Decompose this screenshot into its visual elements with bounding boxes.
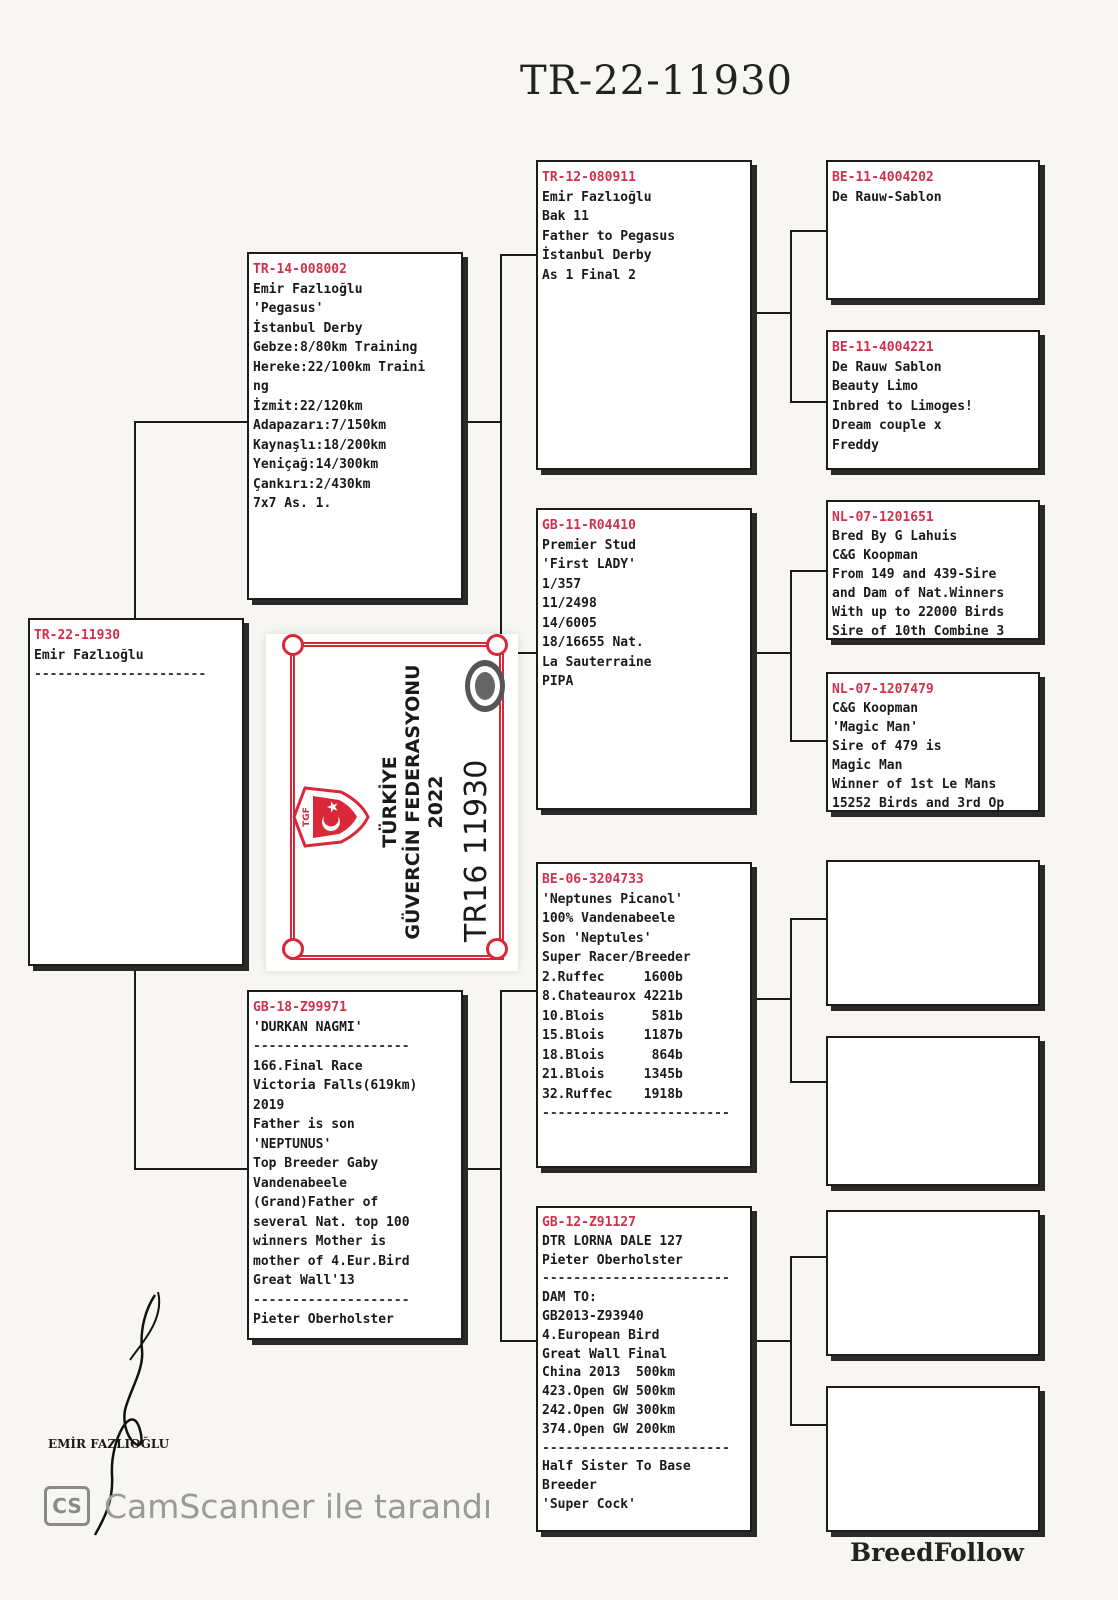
pedigree-line: 8.Chateaurox 4221b <box>542 989 683 1004</box>
certificate-year: 2022 <box>425 775 447 829</box>
pedigree-line: DTR LORNA DALE 127 <box>542 1233 683 1249</box>
pedigree-line: Hereke:22/100km Traini <box>253 359 426 375</box>
sire-dam-card <box>536 508 752 810</box>
ring-number: GB-12-Z91127 <box>542 1215 636 1230</box>
camscanner-watermark <box>44 1486 492 1526</box>
pedigree-line: Half Sister To Base <box>542 1459 691 1475</box>
sire-sire-card <box>536 160 752 470</box>
divider: -------------------- <box>253 1292 410 1308</box>
sire-dam-dam-card <box>826 672 1040 812</box>
pedigree-line: From 149 and 439-Sire <box>832 567 997 582</box>
pedigree-line: 'Pegasus' <box>253 301 324 316</box>
pedigree-line: China 2013 500km <box>542 1365 676 1381</box>
pedigree-line: Freddy <box>832 437 879 453</box>
pedigree-line: Sire of 479 is <box>832 739 942 754</box>
pedigree-line: Super Racer/Breeder <box>542 950 691 965</box>
pedigree-line: Bred By G Lahuis <box>832 529 958 544</box>
pedigree-line: 242.Open GW 300km <box>542 1402 676 1418</box>
signature-name: EMİR FAZLIOĞLU <box>48 1437 170 1451</box>
ring-number: NL-07-1201651 <box>832 510 934 525</box>
pedigree-line: and Dam of Nat.Winners <box>832 586 1005 601</box>
pedigree-line: With up to 22000 Birds <box>832 605 1005 620</box>
pedigree-line: Adapazarı:7/150km <box>253 418 387 433</box>
pedigree-line: ng <box>253 379 269 394</box>
pedigree-line: 15252 Birds and 3rd Op <box>832 796 1005 811</box>
pedigree-line: As 1 Final 2 <box>542 267 636 283</box>
certificate-ring-number: TR16 11930 <box>459 759 494 942</box>
pedigree-line: GB2013-Z93940 <box>542 1308 644 1324</box>
pedigree-line: 2019 <box>253 1097 285 1113</box>
pedigree-line: Great Wall'13 <box>253 1273 355 1288</box>
pedigree-line: 'DURKAN NAGMI' <box>253 1019 363 1035</box>
pedigree-line: winners Mother is <box>253 1234 387 1249</box>
ring-number: TR-22-11930 <box>34 628 121 643</box>
pedigree-line: 'Super Cock' <box>542 1496 636 1512</box>
camscanner-logo-icon: CS <box>44 1486 90 1526</box>
pedigree-line: 'NEPTUNUS' <box>253 1136 332 1152</box>
subject-card <box>28 618 244 966</box>
pedigree-line: Emir Fazlıoğlu <box>253 281 363 297</box>
ring-number: BE-11-4004221 <box>832 340 934 355</box>
sire-sire-dam-card <box>826 330 1040 470</box>
sire-card <box>247 252 463 600</box>
pedigree-line: DAM TO: <box>542 1290 597 1306</box>
pedigree-line: Gebze:8/80km Training <box>253 340 418 355</box>
certificate-content <box>287 652 497 952</box>
pedigree-line: 21.Blois 1345b <box>542 1067 683 1082</box>
pedigree-line: Çankırı:2/430km <box>253 476 371 492</box>
pedigree-line: (Grand)Father of <box>253 1195 379 1210</box>
pedigree-line: Breeder <box>542 1478 597 1494</box>
divider: ------------------------ <box>542 1271 730 1287</box>
divider: -------------------- <box>253 1039 410 1054</box>
pedigree-line: Inbred to Limoges! <box>832 398 973 414</box>
ring-number: TR-12-080911 <box>542 170 636 185</box>
pedigree-line: C&G Koopman <box>832 701 919 716</box>
pedigree-line: 7x7 As. 1. <box>253 496 332 511</box>
pedigree-line: Top Breeder Gaby <box>253 1156 379 1171</box>
pedigree-title: TR-22-11930 <box>520 58 793 104</box>
pedigree-line: Beauty Limo <box>832 379 919 394</box>
pedigree-line: Premier Stud <box>542 537 636 553</box>
pedigree-line: Son 'Neptules' <box>542 930 652 946</box>
dam-dam-sire-card <box>826 1210 1040 1356</box>
pedigree-line: Pieter Oberholster <box>542 1252 683 1268</box>
dam-card <box>247 990 463 1340</box>
pedigree-line: De Rauw-Sablon <box>832 189 942 205</box>
seal-text: TGF <box>302 807 312 827</box>
pedigree-line: 166.Final Race <box>253 1058 363 1074</box>
pedigree-line: Dream couple x <box>832 418 942 433</box>
pedigree-line: 'Neptunes Picanol' <box>542 891 683 907</box>
pedigree-line: Bak 11 <box>542 209 589 224</box>
pedigree-line: De Rauw Sablon <box>832 359 942 375</box>
pedigree-line: PIPA <box>542 674 574 689</box>
dam-sire-sire-card <box>826 860 1040 1006</box>
ring-number: GB-18-Z99971 <box>253 1000 347 1015</box>
pedigree-line: Father to Pegasus <box>542 228 676 244</box>
pedigree-line: 100% Vandenabeele <box>542 911 676 926</box>
camscanner-text: CamScanner ile tarandı <box>104 1486 493 1526</box>
pedigree-line: Father is son <box>253 1117 355 1132</box>
pedigree-line: Yeniçağ:14/300km <box>253 457 379 472</box>
dam-dam-card <box>536 1206 752 1532</box>
pedigree-line: Sire of 10th Combine 3 <box>832 624 1005 639</box>
pedigree-line: Pieter Oberholster <box>253 1312 394 1327</box>
pedigree-line: İstanbul Derby <box>253 320 363 336</box>
brand-name: BreedFollow <box>850 1538 1024 1567</box>
pedigree-line: Magic Man <box>832 758 903 773</box>
dam-sire-card <box>536 862 752 1168</box>
pedigree-line: 4.European Bird <box>542 1327 660 1343</box>
pedigree-line: 10.Blois 581b <box>542 1008 683 1024</box>
ring-number: NL-07-1207479 <box>832 682 934 697</box>
pedigree-line: 'First LADY' <box>542 557 636 572</box>
ring-number: BE-11-4004202 <box>832 170 934 185</box>
pedigree-line: Emir Fazlıoğlu <box>542 189 652 205</box>
pedigree-line: Vandenabeele <box>253 1175 347 1191</box>
dam-dam-dam-card <box>826 1386 1040 1532</box>
ring-number: BE-06-3204733 <box>542 872 644 887</box>
globe-logo-icon <box>461 656 509 716</box>
pedigree-line: La Sauterraine <box>542 654 652 670</box>
pedigree-line: C&G Koopman <box>832 548 919 563</box>
pedigree-line: Winner of 1st Le Mans <box>832 777 997 792</box>
ring-number: GB-11-R04410 <box>542 518 636 533</box>
pedigree-line: 32.Ruffec 1918b <box>542 1086 683 1102</box>
pedigree-line: Victoria Falls(619km) <box>253 1078 418 1093</box>
pedigree-line: 1/357 <box>542 576 582 592</box>
pedigree-line: 423.Open GW 500km <box>542 1384 676 1400</box>
pedigree-line: mother of 4.Eur.Bird <box>253 1253 410 1269</box>
divider: ------------------------ <box>542 1440 730 1456</box>
federation-certificate <box>266 634 518 971</box>
divider: ------------------------ <box>542 1106 730 1121</box>
pedigree-line: İstanbul Derby <box>542 248 652 263</box>
pedigree-line: 18.Blois 864b <box>542 1047 683 1063</box>
pedigree-line: 18/16655 Nat. <box>542 635 644 650</box>
pedigree-line: 14/6005 <box>542 615 597 631</box>
pedigree-line: İzmit:22/120km <box>253 398 363 414</box>
dam-sire-dam-card <box>826 1036 1040 1186</box>
federation-name-line2: GÜVERCİN FEDERASYONU <box>402 664 424 940</box>
shield-seal-icon <box>291 782 371 852</box>
pedigree-line: 374.Open GW 200km <box>542 1421 676 1437</box>
pedigree-line: Kaynaşlı:18/200km <box>253 437 387 453</box>
pedigree-line: 11/2498 <box>542 596 597 611</box>
sire-sire-sire-card <box>826 160 1040 300</box>
sire-dam-sire-card <box>826 500 1040 640</box>
ring-number: TR-14-008002 <box>253 262 347 277</box>
pedigree-line: 15.Blois 1187b <box>542 1028 683 1043</box>
owner-name: Emir Fazlıoğlu <box>34 647 144 663</box>
pedigree-line: Great Wall Final <box>542 1346 668 1362</box>
divider: ---------------------- <box>34 667 207 682</box>
pedigree-line: 2.Ruffec 1600b <box>542 969 683 985</box>
pedigree-line: 'Magic Man' <box>832 720 919 735</box>
pedigree-line: several Nat. top 100 <box>253 1214 410 1230</box>
federation-name-line1: TÜRKİYE <box>379 756 401 848</box>
